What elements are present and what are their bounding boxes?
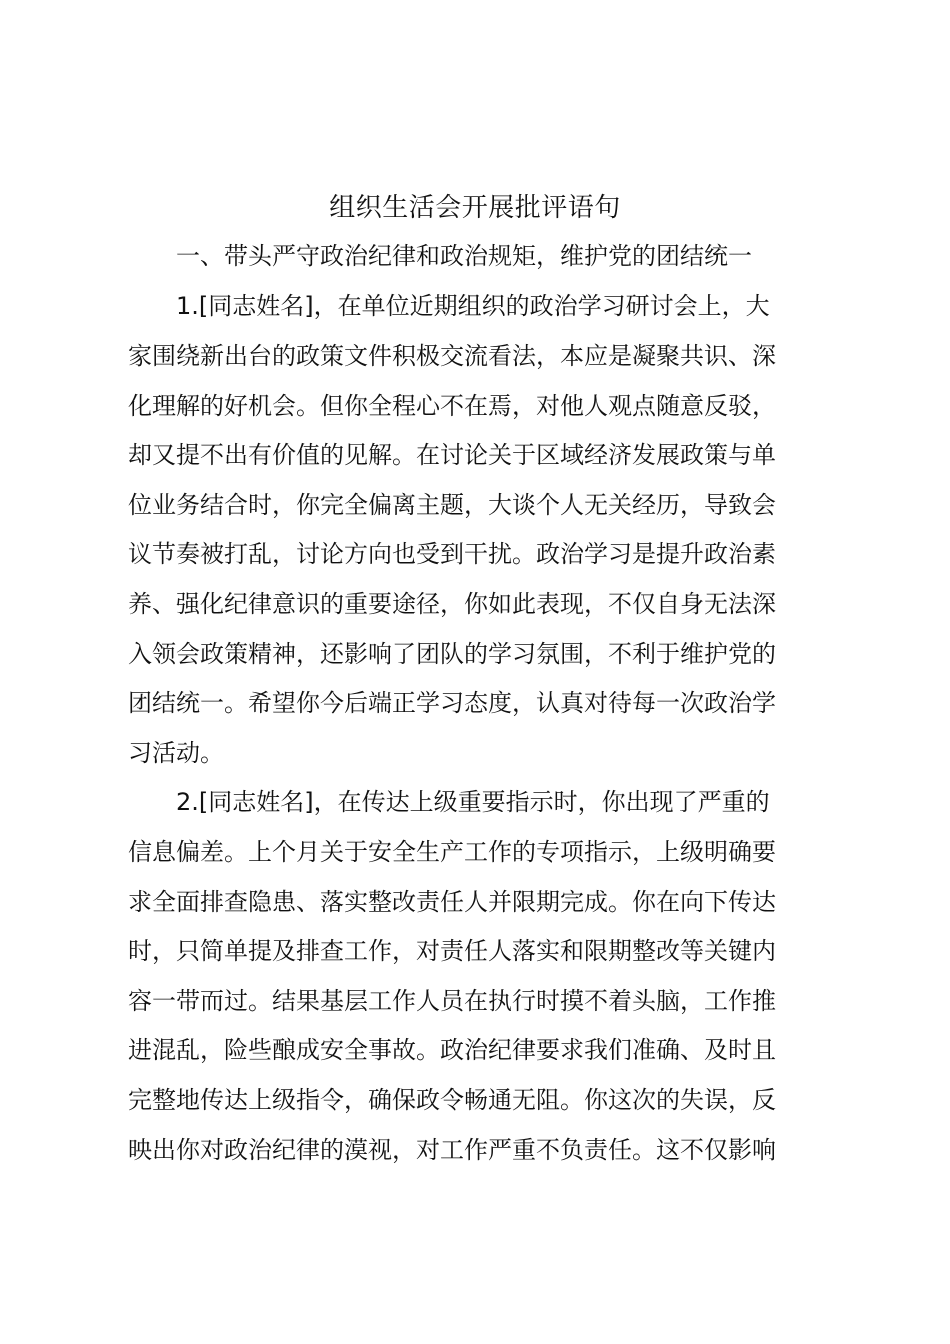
paragraph-line: 2.[同志姓名]，在传达上级重要指示时，你出现了严重的 [176,788,770,816]
paragraph-line: 时，只简单提及排查工作，对责任人落实和限期整改等关键内 [128,937,776,965]
paragraph-line: 位业务结合时，你完全偏离主题，大谈个人无关经历，导致会 [128,491,776,519]
paragraph-line: 完整地传达上级指令，确保政令畅通无阻。你这次的失误，反 [128,1086,776,1114]
paragraph-line: 却又提不出有价值的见解。在讨论关于区域经济发展政策与单 [128,441,776,469]
paragraph-line: 信息偏差。上个月关于安全生产工作的专项指示，上级明确要 [128,838,776,866]
document-title: 组织生活会开展批评语句 [329,193,621,223]
paragraph-line: 入领会政策精神，还影响了团队的学习氛围，不利于维护党的 [128,640,776,668]
paragraph-line: 家围绕新出台的政策文件积极交流看法，本应是凝聚共识、深 [128,342,776,370]
paragraph-line: 映出你对政治纪律的漠视，对工作严重不负责任。这不仅影响 [128,1136,776,1164]
paragraph-line: 进混乱，险些酿成安全事故。政治纪律要求我们准确、及时且 [128,1036,776,1064]
paragraph-line: 求全面排查隐患、落实整改责任人并限期完成。你在向下传达 [128,888,776,916]
paragraph-line: 化理解的好机会。但你全程心不在焉，对他人观点随意反驳， [128,392,776,420]
paragraph-line: 议节奏被打乱，讨论方向也受到干扰。政治学习是提升政治素 [128,540,776,568]
section-heading: 一、带头严守政治纪律和政治规矩，维护党的团结统一 [176,242,752,270]
paragraph-line: 容一带而过。结果基层工作人员在执行时摸不着头脑，工作推 [128,987,776,1015]
paragraph-line: 团结统一。希望你今后端正学习态度，认真对待每一次政治学 [128,689,776,717]
paragraph-line: 习活动。 [128,739,224,767]
paragraph-line: 1.[同志姓名]，在单位近期组织的政治学习研讨会上，大 [176,292,770,320]
paragraph-line: 养、强化纪律意识的重要途径，你如此表现，不仅自身无法深 [128,590,776,618]
